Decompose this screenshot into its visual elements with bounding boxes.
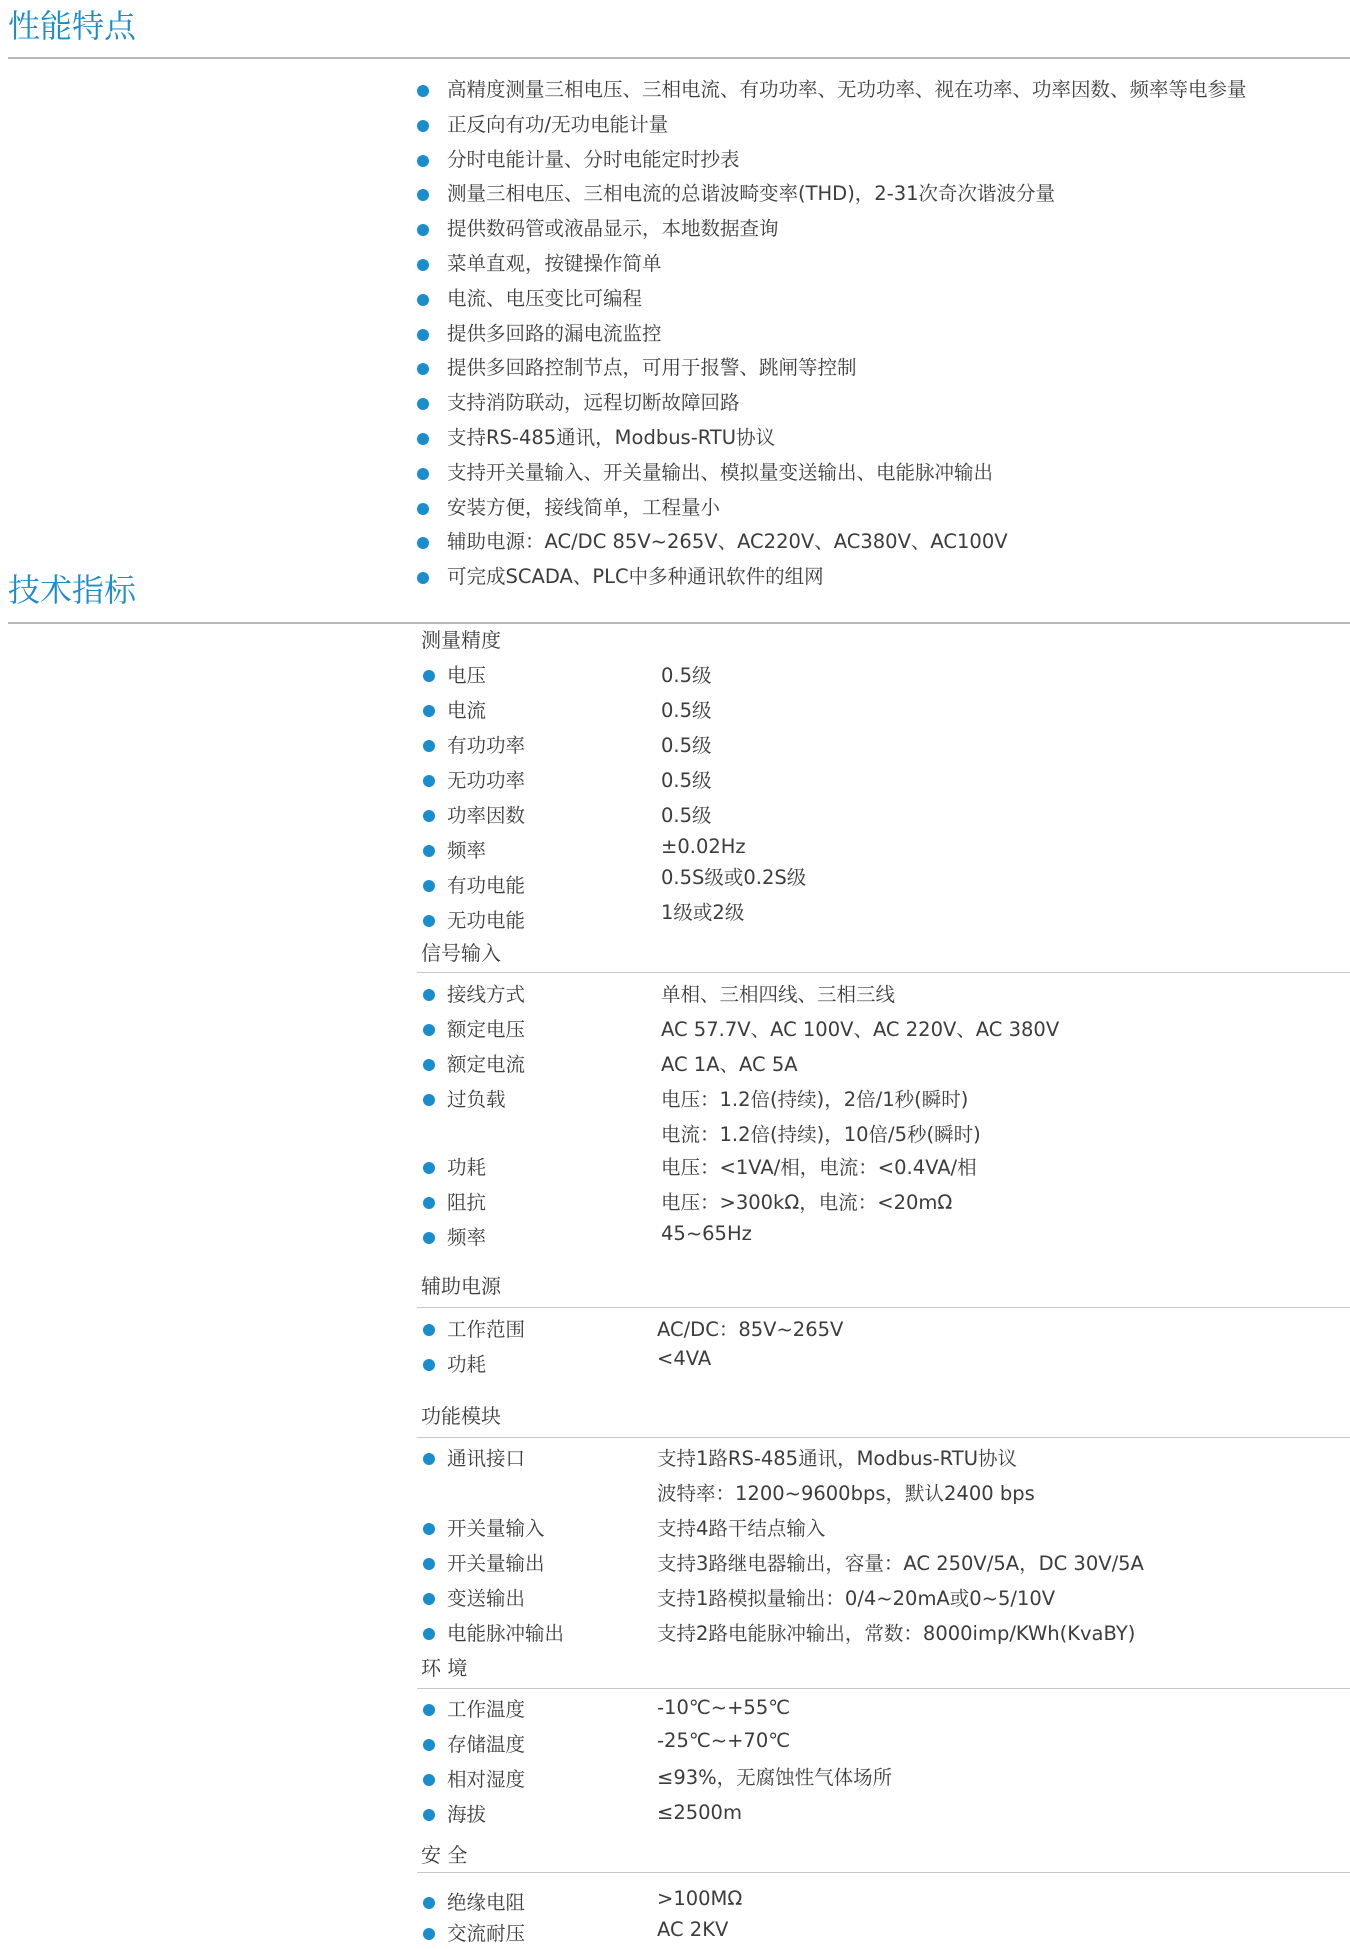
bullet-icon bbox=[423, 740, 435, 752]
bullet-icon bbox=[417, 189, 429, 201]
group-divider bbox=[417, 1688, 1350, 1689]
features-list bbox=[417, 75, 1247, 597]
list-item: 正反向有功/无功电能计量 bbox=[417, 110, 1247, 145]
bullet-icon bbox=[417, 259, 429, 271]
bullet-icon bbox=[423, 1094, 435, 1106]
list-item: 辅助电源：AC/DC 85V~265V、AC220V、AC380V、AC100V bbox=[417, 527, 1247, 562]
group-title: 测量精度 bbox=[421, 628, 501, 652]
features-divider bbox=[8, 57, 1350, 59]
group-title: 辅助电源 bbox=[421, 1274, 501, 1298]
group-divider bbox=[417, 1307, 1350, 1308]
bullet-icon bbox=[423, 1059, 435, 1071]
bullet-icon bbox=[423, 915, 435, 927]
bullet-icon bbox=[423, 1024, 435, 1036]
bullet-icon bbox=[417, 85, 429, 97]
bullet-icon bbox=[423, 1162, 435, 1174]
bullet-icon bbox=[423, 670, 435, 682]
group-divider bbox=[417, 1437, 1350, 1438]
features-title: 性能特点 bbox=[8, 7, 137, 45]
group-divider bbox=[417, 972, 1350, 973]
bullet-icon bbox=[417, 537, 429, 549]
bullet-icon bbox=[423, 1324, 435, 1336]
bullet-icon bbox=[423, 1928, 435, 1940]
list-item: 提供多回路的漏电流监控 bbox=[417, 319, 1247, 354]
group-title: 功能模块 bbox=[421, 1404, 501, 1428]
list-item: 支持开关量输入、开关量输出、模拟量变送输出、电能脉冲输出 bbox=[417, 458, 1247, 493]
bullet-icon bbox=[417, 224, 429, 236]
list-item: 可完成SCADA、PLC中多种通讯软件的组网 bbox=[417, 562, 1247, 597]
specs-divider bbox=[8, 622, 1350, 624]
bullet-icon bbox=[417, 572, 429, 584]
list-item: 分时电能计量、分时电能定时抄表 bbox=[417, 145, 1247, 180]
group-divider bbox=[417, 1872, 1350, 1873]
group-title: 环 境 bbox=[421, 1656, 468, 1680]
bullet-icon bbox=[423, 1453, 435, 1465]
bullet-icon bbox=[417, 329, 429, 341]
bullet-icon bbox=[423, 705, 435, 717]
bullet-icon bbox=[423, 1739, 435, 1751]
list-item: 提供多回路控制节点，可用于报警、跳闸等控制 bbox=[417, 353, 1247, 388]
bullet-icon bbox=[423, 1809, 435, 1821]
list-item: 测量三相电压、三相电流的总谐波畸变率(THD)，2-31次奇次谐波分量 bbox=[417, 179, 1247, 214]
bullet-icon bbox=[423, 880, 435, 892]
bullet-icon bbox=[423, 775, 435, 787]
bullet-icon bbox=[423, 1593, 435, 1605]
bullet-icon bbox=[417, 120, 429, 132]
bullet-icon bbox=[417, 503, 429, 515]
bullet-icon bbox=[423, 1897, 435, 1909]
list-item: 支持消防联动，远程切断故障回路 bbox=[417, 388, 1247, 423]
list-item: 安装方便，接线简单，工程量小 bbox=[417, 493, 1247, 528]
bullet-icon bbox=[417, 294, 429, 306]
bullet-icon bbox=[417, 363, 429, 375]
group-title: 信号输入 bbox=[421, 941, 501, 965]
bullet-icon bbox=[423, 1359, 435, 1371]
bullet-icon bbox=[423, 1704, 435, 1716]
bullet-icon bbox=[423, 1232, 435, 1244]
bullet-icon bbox=[417, 155, 429, 167]
list-item: 支持RS-485通讯，Modbus-RTU协议 bbox=[417, 423, 1247, 458]
bullet-icon bbox=[423, 1558, 435, 1570]
bullet-icon bbox=[423, 989, 435, 1001]
list-item: 提供数码管或液晶显示，本地数据查询 bbox=[417, 214, 1247, 249]
bullet-icon bbox=[417, 398, 429, 410]
list-item: 高精度测量三相电压、三相电流、有功功率、无功功率、视在功率、功率因数、频率等电参量 bbox=[417, 75, 1247, 110]
bullet-icon bbox=[423, 845, 435, 857]
bullet-icon bbox=[417, 468, 429, 480]
specs-title: 技术指标 bbox=[8, 571, 137, 609]
group-title: 安 全 bbox=[421, 1843, 468, 1867]
list-item: 电流、电压变比可编程 bbox=[417, 284, 1247, 319]
list-item: 菜单直观，按键操作简单 bbox=[417, 249, 1247, 284]
bullet-icon bbox=[423, 1774, 435, 1786]
bullet-icon bbox=[423, 1523, 435, 1535]
bullet-icon bbox=[423, 1628, 435, 1640]
bullet-icon bbox=[423, 810, 435, 822]
bullet-icon bbox=[417, 433, 429, 445]
bullet-icon bbox=[423, 1197, 435, 1209]
